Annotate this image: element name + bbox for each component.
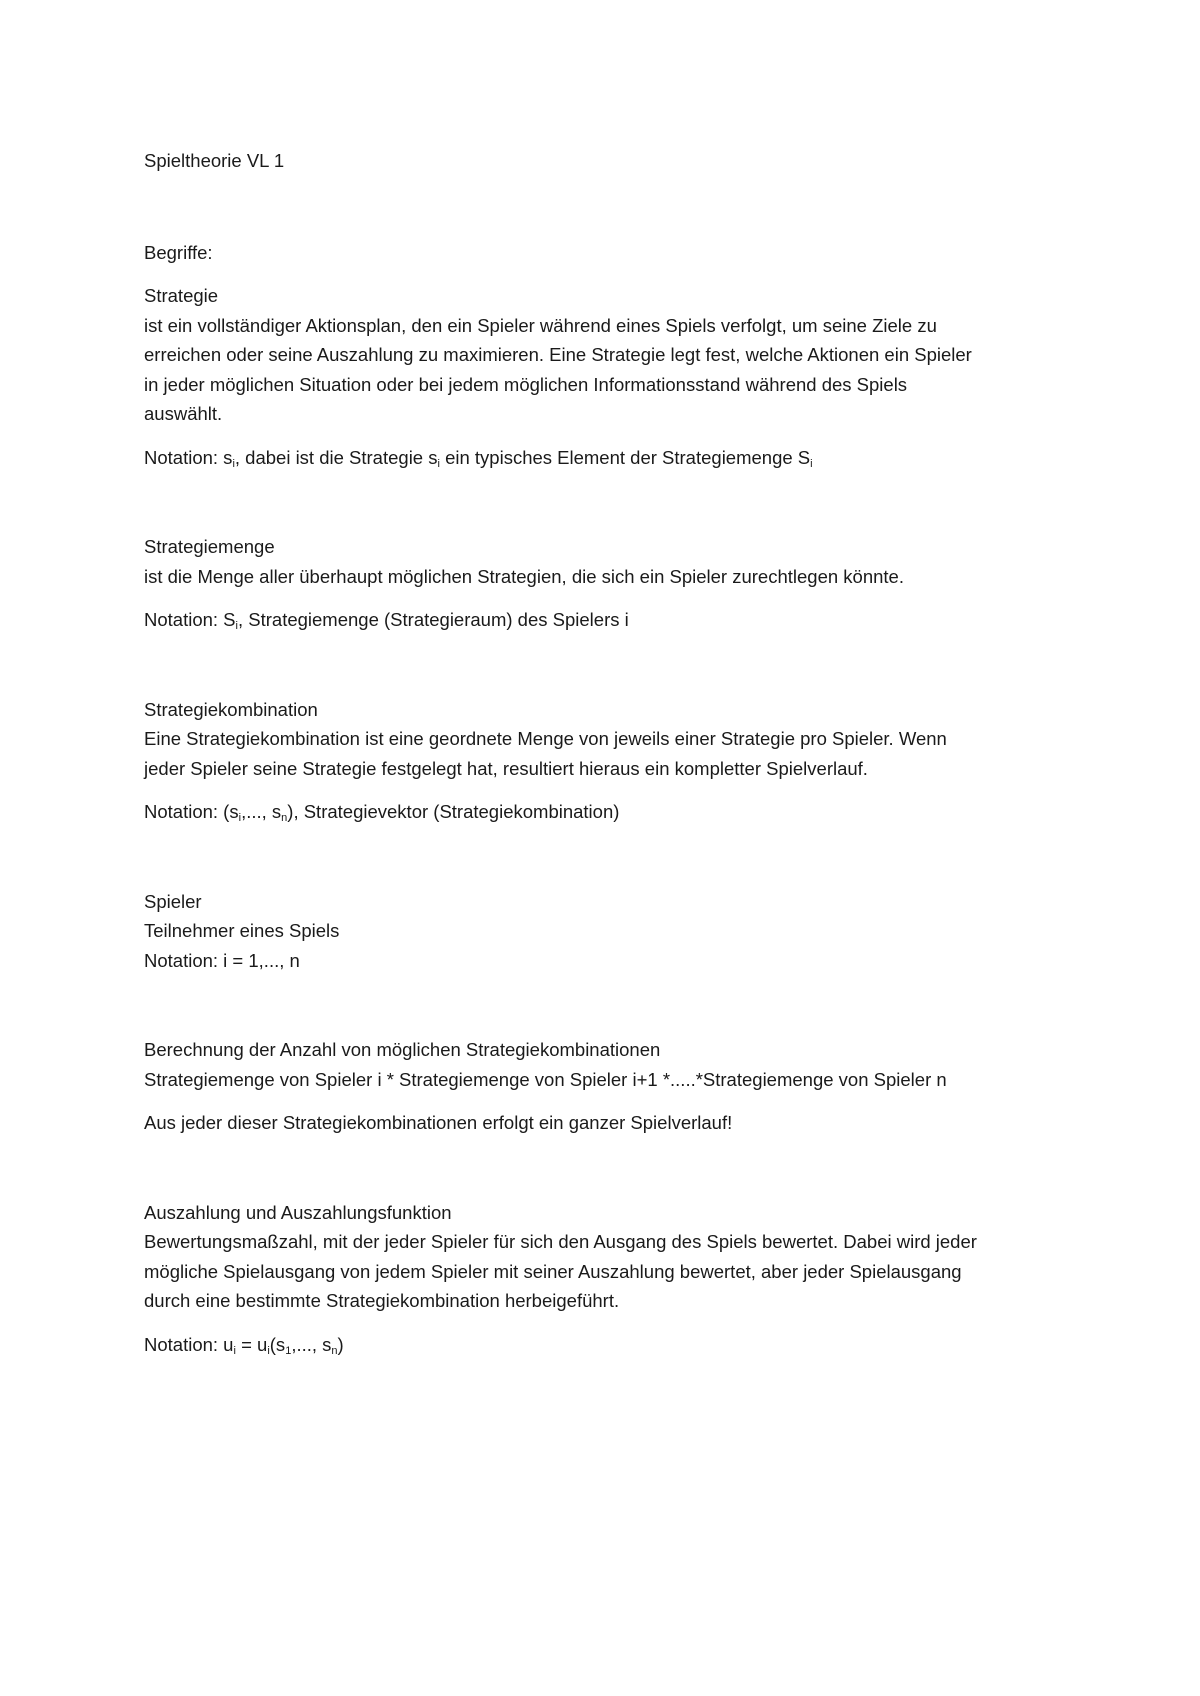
section-spieler (144, 887, 1064, 976)
formula-line: Strategiemenge von Spieler i * Strategiemenge von Spieler i+1 *.....*Strategiemenge von Spieler n (144, 1068, 947, 1090)
notation-line: Notation: $S_i$, Strategiemenge (Strategieraum) des Spielers i (144, 609, 629, 632)
section-heading: Strategiemenge (144, 536, 275, 557)
section-heading: Strategiekombination (144, 698, 318, 720)
definition-line: Teilnehmer eines Spiels (144, 920, 340, 941)
section-strategiekombination (144, 695, 1064, 827)
definition-line: erreichen oder seine Auszahlung zu maximieren. Eine Strategie legt fest, welche Aktionen ein Spieler (144, 344, 972, 365)
section-auszahlung (144, 1198, 1064, 1360)
note-line: Aus jeder dieser Strategiekombinationen erfolgt ein ganzer Spielverlauf! (144, 1112, 733, 1133)
definition-line: auswählt. (144, 403, 223, 424)
section-berechnung (144, 1035, 1064, 1138)
definition-line: in jeder möglichen Situation oder bei jedem möglichen Informationsstand während des Spiels (144, 373, 908, 395)
notation-line: Notation: i = 1,..., n (144, 949, 300, 971)
section-heading: Auszahlung und Auszahlungsfunktion (144, 1201, 452, 1223)
document-title: Spieltheorie VL 1 (144, 150, 285, 171)
section-heading: Strategie (144, 285, 219, 306)
terms-label: Begriffe: (144, 241, 213, 263)
section-strategiemenge (144, 532, 1064, 635)
definition-line: ist ein vollständiger Aktionsplan, den ein Spieler während eines Spiels verfolgt, um seine Ziele zu (144, 314, 937, 336)
definition-line: Eine Strategiekombination ist eine geordnete Menge von jeweils einer Strategie pro Spieler. Wenn (144, 728, 947, 749)
document-body (144, 146, 1064, 1359)
definition-line: mögliche Spielausgang von jedem Spieler mit seiner Auszahlung bewertet, aber jeder Spielausgang (144, 1260, 962, 1282)
section-strategie (144, 281, 1064, 472)
section-heading: Spieler (144, 890, 202, 912)
definition-line: durch eine bestimmte Strategiekombination herbeigeführt. (144, 1290, 620, 1311)
section-heading: Berechnung der Anzahl von möglichen Strategiekombinationen (144, 1039, 661, 1060)
notation-line: Notation: $s_i$, dabei ist die Strategie $s_i$ ein typisches Element der Strategiemenge $S_i$ (144, 446, 813, 470)
definition-line: Bewertungsmaßzahl, mit der jeder Spieler für sich den Ausgang des Spiels bewertet. Dabei wird jeder (144, 1231, 977, 1252)
notation-line: Notation: ($s_i$,..., $s_n$), Strategievektor (Strategiekombination) (144, 801, 620, 824)
definition-line: jeder Spieler seine Strategie festgelegt hat, resultiert hieraus ein kompletter Spielverlauf. (144, 757, 868, 779)
definition-line: ist die Menge aller überhaupt möglichen Strategien, die sich ein Spieler zurechtlegen könnte. (144, 565, 904, 587)
notation-line: Notation: $u_i = u_i(s_1$,..., $s_n$) (144, 1333, 344, 1357)
